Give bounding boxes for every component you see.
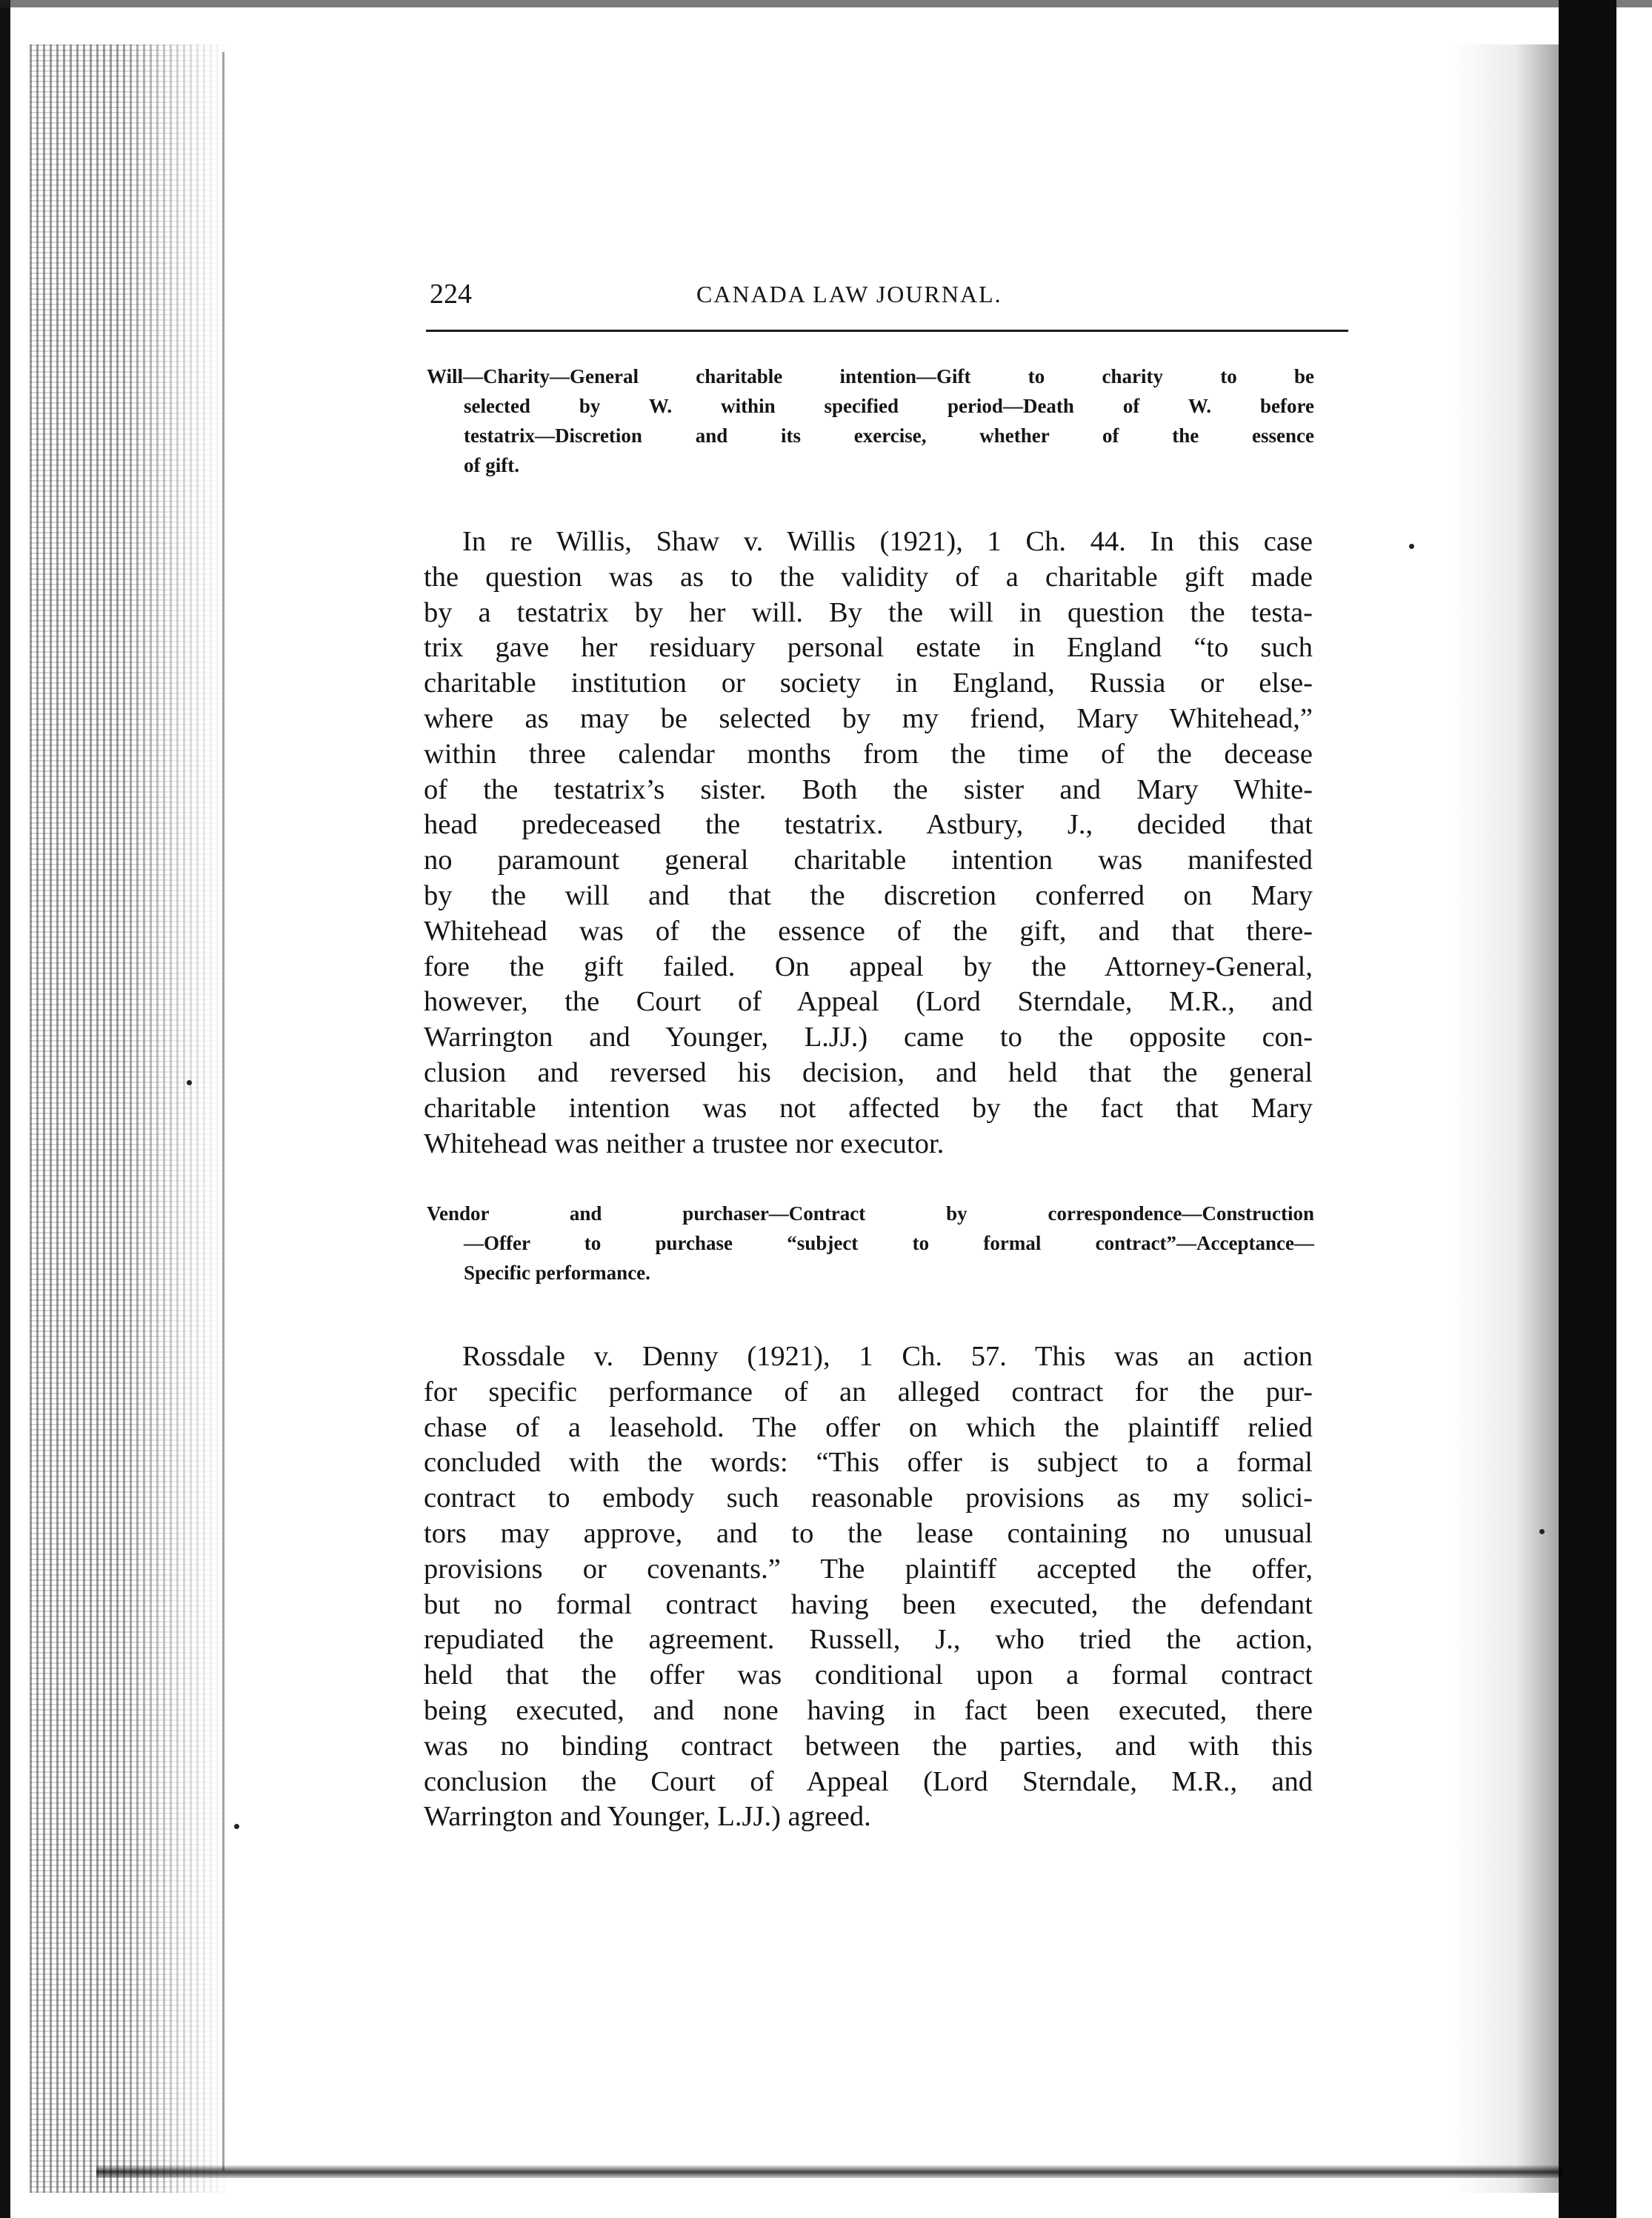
binding-gutter: [30, 44, 230, 2193]
body-line: trix gave her residuary personal estate in England “to such: [424, 632, 1313, 664]
body-line: chase of a leasehold. The offer on which the plaintiff relied: [424, 1411, 1313, 1443]
body-line: however, the Court of Appeal (Lord Sterndale, M.R., and: [424, 986, 1313, 1018]
body-line: In re Willis, Shaw v. Willis (1921), 1 Ch. 44. In this case: [462, 526, 1313, 557]
body-line: concluded with the words: “This offer is subject to a formal: [424, 1447, 1313, 1479]
case-summary-rossdale: [424, 1339, 1313, 1835]
headnote-line: Vendor and purchaser—Contract by correspondence—Construction: [427, 1202, 1314, 1225]
body-line: no paramount general charitable intention was manifested: [424, 845, 1313, 876]
body-line: charitable institution or society in England, Russia or else-: [424, 667, 1313, 699]
body-line: head predeceased the testatrix. Astbury, J., decided that: [424, 809, 1313, 841]
journal-title: CANADA LAW JOURNAL.: [696, 281, 1002, 307]
headnote-line: selected by W. within specified period—Death of W. before: [464, 395, 1314, 417]
headnote-line: testatrix—Discretion and its exercise, whether of the essence: [464, 424, 1314, 447]
headnote-will-charity: [427, 362, 1314, 480]
body-line: for specific performance of an alleged contract for the pur-: [424, 1376, 1313, 1408]
body-line: Rossdale v. Denny (1921), 1 Ch. 57. This was an action: [462, 1341, 1313, 1372]
body-line: contract to embody such reasonable provisions as my solici-: [424, 1482, 1313, 1514]
header-rule: [426, 330, 1348, 332]
body-line: Warrington and Younger, L.JJ.) came to the opposite con-: [424, 1022, 1313, 1053]
headnote-line: of gift.: [464, 454, 519, 476]
body-line: but no formal contract having been executed, the defendant: [424, 1588, 1313, 1620]
running-head: [430, 276, 1341, 320]
headnote-line: —Offer to purchase “subject to formal contract”—Acceptance—: [464, 1232, 1314, 1254]
right-page-shadow: [1452, 44, 1559, 2193]
page-fold-line: [222, 52, 224, 2171]
body-line: fore the gift failed. On appeal by the Attorney-General,: [424, 950, 1313, 982]
body-line: clusion and reversed his decision, and held that the general: [424, 1056, 1313, 1088]
body-line: being executed, and none having in fact been executed, there: [424, 1694, 1313, 1726]
top-scan-edge: [0, 0, 1652, 7]
body-line: by a testatrix by her will. By the will in question the testa-: [424, 596, 1313, 628]
body-line: Warrington and Younger, L.JJ.) agreed.: [424, 1801, 871, 1833]
ink-speck: [187, 1080, 192, 1085]
right-scan-border: [1559, 0, 1616, 2218]
case-summary-willis: [424, 524, 1313, 1162]
left-scan-edge: [0, 0, 10, 2218]
ink-speck: [1539, 1529, 1545, 1534]
ink-speck: [234, 1824, 239, 1829]
body-line: provisions or covenants.” The plaintiff accepted the offer,: [424, 1553, 1313, 1585]
headnote-line: Specific performance.: [464, 1262, 650, 1284]
headnote-vendor-purchaser: [427, 1199, 1314, 1288]
page-number: 224: [430, 279, 472, 310]
body-line: where as may be selected by my friend, Mary Whitehead,”: [424, 702, 1313, 734]
body-line: of the testatrix’s sister. Both the sister and Mary White-: [424, 773, 1313, 805]
body-line: by the will and that the discretion conferred on Mary: [424, 879, 1313, 911]
body-line: Whitehead was of the essence of the gift, and that there-: [424, 915, 1313, 947]
ink-speck: [1409, 544, 1414, 549]
body-line: Whitehead was neither a trustee nor executor.: [424, 1128, 945, 1159]
body-line: held that the offer was conditional upon a formal contract: [424, 1659, 1313, 1691]
body-line: was no binding contract between the parties, and with this: [424, 1730, 1313, 1762]
body-line: charitable intention was not affected by the fact that Mary: [424, 1092, 1313, 1124]
body-line: conclusion the Court of Appeal (Lord Sterndale, M.R., and: [424, 1765, 1313, 1797]
body-line: repudiated the agreement. Russell, J., who tried the action,: [424, 1624, 1313, 1656]
body-line: within three calendar months from the time of the decease: [424, 738, 1313, 770]
body-line: the question was as to the validity of a charitable gift made: [424, 561, 1313, 593]
headnote-line: Will—Charity—General charitable intention—Gift to charity to be: [427, 365, 1314, 387]
body-line: tors may approve, and to the lease containing no unusual: [424, 1517, 1313, 1549]
bottom-page-edge: [96, 2165, 1563, 2178]
